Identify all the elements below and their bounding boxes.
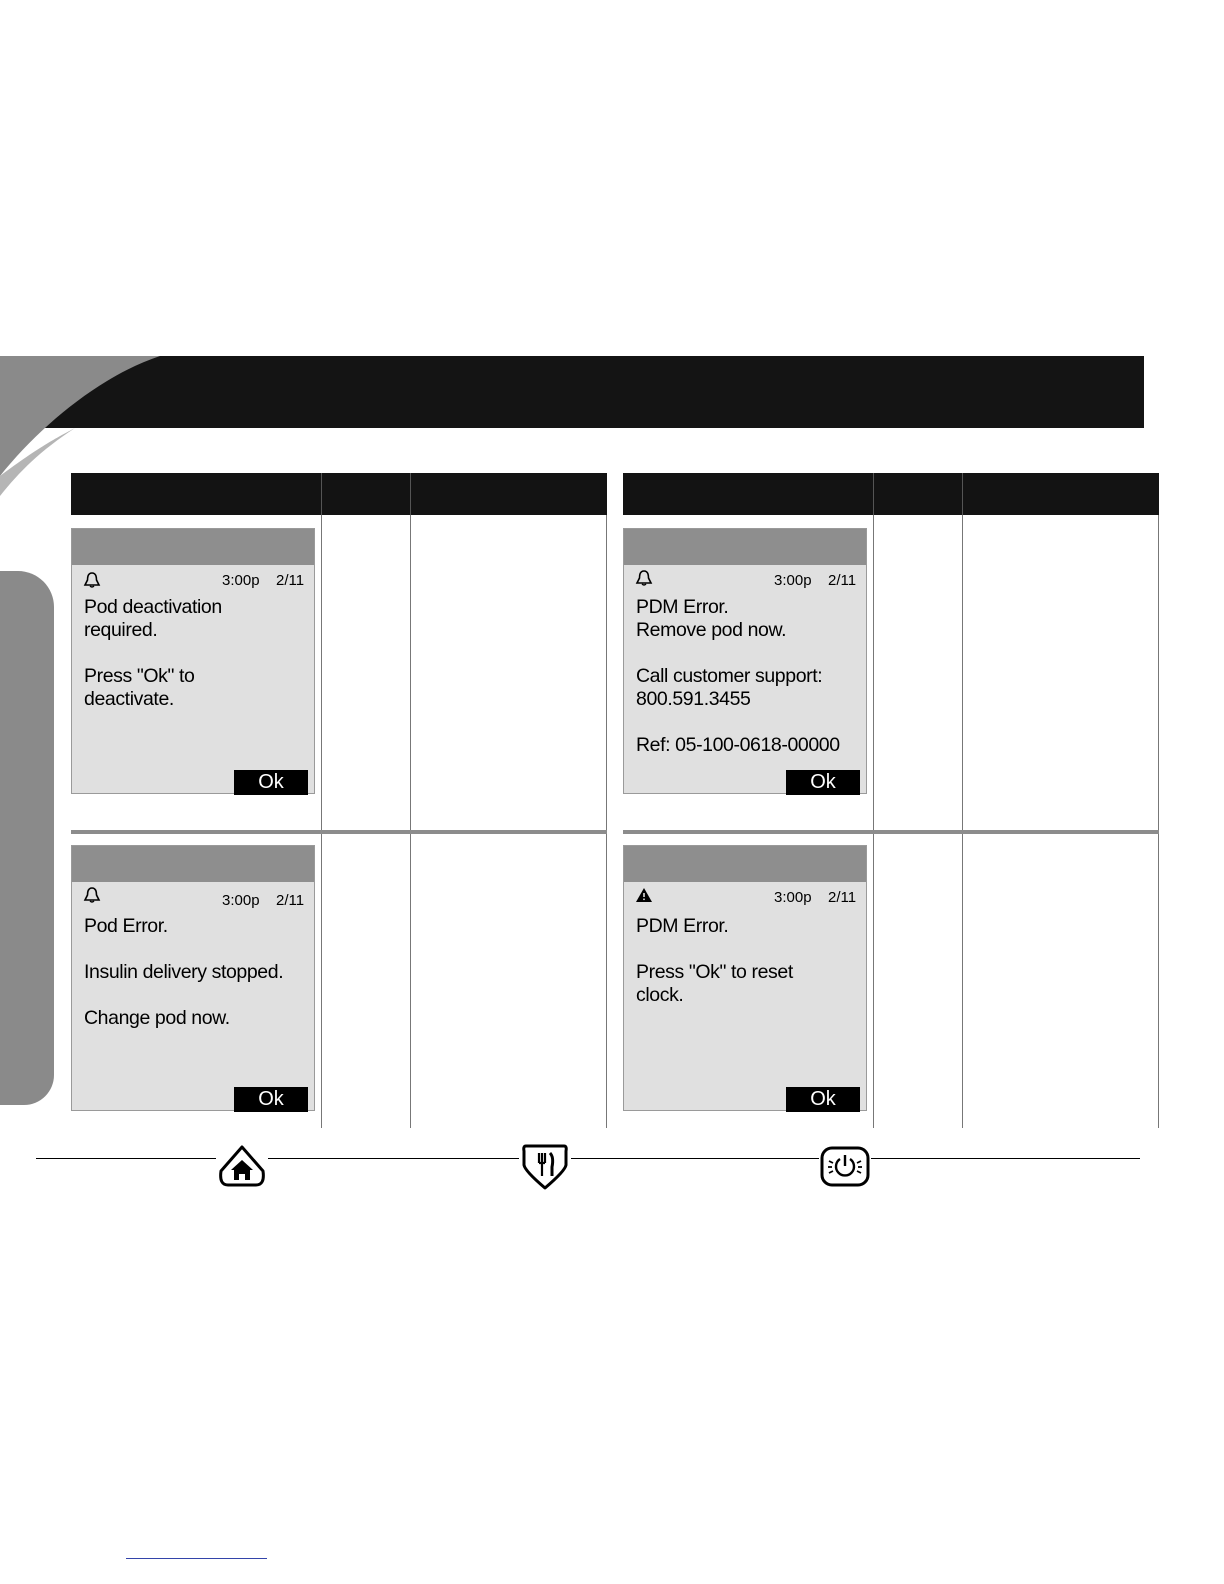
screen-title-bar [624,529,866,565]
screen-message [84,915,310,1030]
ok-button[interactable]: Ok [234,1087,308,1112]
message-line: PDM Error. [636,596,729,618]
section-side-tab [0,571,54,1105]
message-line: Call customer support: [636,665,823,687]
screen-date: 2/11 [276,572,305,589]
screen-time: 3:00p [774,889,812,906]
screen-title-bar [624,846,866,882]
screen-time: 3:00p [222,572,260,589]
table-header-row [623,473,1159,515]
screen-date: 2/11 [276,892,305,909]
ok-button[interactable]: Ok [234,770,308,795]
ok-button[interactable]: Ok [786,1087,860,1112]
page-bottom-rule [126,1558,267,1559]
alarm-table-left [71,473,607,1128]
screen-time: 3:00p [222,892,260,909]
ok-button[interactable]: Ok [786,770,860,795]
alarm-table-right [623,473,1159,1128]
message-line: 800.591.3455 [636,688,751,710]
warning-triangle-icon [635,887,653,903]
home-icon[interactable] [216,1143,268,1191]
message-line: PDM Error. [636,915,729,937]
screen-message [636,596,862,757]
screen-date: 2/11 [828,889,857,906]
footer-rule [36,1158,1140,1159]
row-divider [623,830,1159,834]
screen-title-bar [72,529,314,565]
message-line: deactivate. [84,688,174,710]
bell-outline-icon [83,887,101,903]
screen-title-bar [72,846,314,882]
screen-time: 3:00p [774,572,812,589]
table-header-row [71,473,607,515]
message-line: Change pod now. [84,1007,230,1029]
message-line: required. [84,619,158,641]
message-line: Ref: 05-100-0618-00000 [636,734,840,756]
bell-outline-icon [83,572,101,588]
bell-outline-icon [635,570,653,586]
message-line: Press "Ok" to [84,665,195,687]
pdm-screen-pod-error [71,845,315,1111]
message-line: Pod deactivation [84,596,222,618]
screen-message [84,596,310,711]
screen-date: 2/11 [828,572,857,589]
message-line: Insulin delivery stopped. [84,961,284,983]
screen-message [636,915,862,1007]
pdm-screen-pod-deactivation [71,528,315,794]
row-divider [71,830,607,834]
food-icon[interactable] [519,1143,571,1191]
message-line: Pod Error. [84,915,168,937]
chapter-header-bar [0,356,1144,428]
message-line: clock. [636,984,684,1006]
power-icon[interactable] [819,1143,871,1191]
message-line: Press "Ok" to reset [636,961,793,983]
pdm-screen-pdm-error-remove-pod [623,528,867,794]
message-line: Remove pod now. [636,619,787,641]
pdm-screen-pdm-error-reset-clock [623,845,867,1111]
